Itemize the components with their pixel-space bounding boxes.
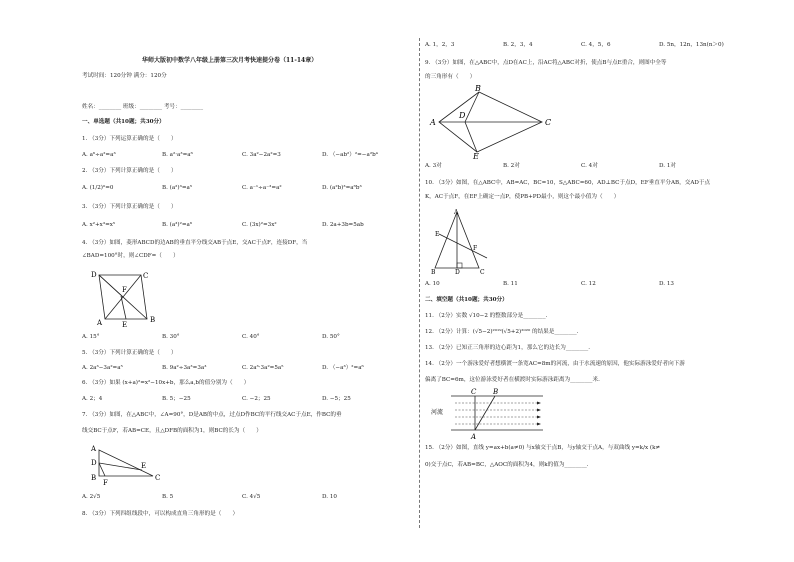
option-c: C. 4对 — [581, 163, 598, 169]
option-a: A. 10 — [425, 281, 440, 287]
option-a: A. 3对 — [425, 163, 442, 169]
column-divider — [419, 38, 420, 528]
question-5: 5. （3分）下列计算正确的是（ ） — [82, 350, 177, 356]
label-e: E — [141, 462, 147, 470]
river-figure — [425, 386, 545, 442]
option-b: B. 2，3，4 — [503, 42, 533, 48]
question-8: 8. （3分）下列四组线段中，可以构成直角三角形的是（ ） — [82, 511, 239, 517]
option-c: C. 2a³·3a²=5a⁵ — [242, 365, 284, 371]
label-d: D — [91, 459, 97, 467]
label-b: B — [91, 474, 97, 482]
option-d: D. 2a+3b=5ab — [322, 222, 364, 228]
student-info: 姓名：________ 班级：________ 考号：________ — [82, 104, 204, 110]
question-5-options — [82, 365, 364, 372]
label-c: C — [155, 474, 161, 482]
option-b: B. a²·a³=a⁶ — [162, 152, 193, 158]
label-c: C — [545, 118, 552, 127]
question-6-options — [82, 396, 351, 403]
question-2: 2. （3分）下列计算正确的是（ ） — [82, 168, 177, 174]
option-c: C. 3a²−2a²=3 — [242, 152, 281, 158]
question-14: 14. （2分）一个游泳爱好者想横渡一条宽AC=8m的河流，由于水流速的原因，他实际游泳爱好者向下游 — [425, 361, 685, 367]
question-10-cont: K，AC于点F，在EF上确定一点P，使PB+PD最小，则这个最小值为（ ） — [425, 194, 620, 200]
label-c: C — [471, 388, 477, 396]
question-3: 3. （3分）下列计算正确的是（ ） — [82, 204, 177, 210]
option-d: D. 13 — [659, 281, 674, 287]
question-9: 9. （3分）如图，在△ABC中，点D在AC上，沿AC将△ABC对折，使点B与点E重合，则图中全等 — [425, 60, 667, 66]
question-2-options — [82, 185, 362, 192]
label-b: B — [475, 84, 481, 93]
option-a: A. x²+x³=x⁵ — [82, 222, 116, 228]
option-d: D. (a²b)³=a⁶b³ — [322, 185, 362, 191]
option-b: B. 5 — [162, 494, 174, 500]
label-a: A — [91, 445, 97, 453]
question-14-cont: 偏离了BC=6m，这位游泳爱好者在横渡时实际游泳距离为________米. — [425, 377, 600, 383]
option-b: B. 30° — [162, 334, 180, 340]
option-c: C. 4√5 — [242, 494, 261, 500]
question-8-options — [425, 42, 724, 49]
option-d: D. 10 — [322, 494, 337, 500]
option-c: C. 4，5，6 — [581, 42, 611, 48]
question-12: 12. （2分）计算：(√5−2)²⁰¹⁹(√5+2)²⁰²⁰ 的结果是________. — [425, 329, 579, 335]
question-15-cont: 0)交于点C，若AB=BC，△AOC的面积为4，则k的值为________. — [425, 462, 589, 468]
label-a: A — [430, 118, 436, 127]
label-c: C — [143, 272, 149, 280]
question-1: 1. （3分）下列运算正确的是（ ） — [82, 136, 177, 142]
option-a: A. 2a³−3a²=a⁵ — [82, 365, 123, 371]
option-b: B. 11 — [503, 281, 518, 287]
option-c: C. a⁻¹÷a⁻³=a² — [242, 185, 282, 191]
option-a: A. a⁶÷a²=a³ — [82, 152, 116, 158]
label-b: B — [493, 388, 499, 396]
triangle-figure — [87, 442, 167, 486]
option-d: D. 1对 — [659, 163, 676, 169]
question-10: 10. （3分）如图，在△ABC中，AB=AC，BC=10，S△ABC=60，AD⊥BC于点D，EF垂直平分AB，交AD于点 — [425, 180, 711, 186]
option-b: B. 2对 — [503, 163, 520, 169]
option-b: B. (a³)²=a⁶ — [162, 222, 193, 228]
option-b: B. 9a²÷3a³=3a³ — [162, 365, 207, 371]
label-d: D — [455, 269, 460, 276]
question-9-cont: 的三角形有（ ） — [425, 74, 476, 80]
question-6: 6. （3分）如果 (x+a)²=x²−10x+b，那么a,b的值分别为（ ） — [82, 380, 250, 386]
question-15: 15. （2分）如图，直线 y=ax+b(a≠0) 与x轴交于点B，与y轴交于点A，与双曲线 y=k/x (k≠ — [425, 445, 661, 451]
question-9-options — [425, 163, 676, 170]
section-1-heading: 一、单选题（共10题；共30分） — [82, 119, 165, 125]
label-a: A — [471, 433, 477, 441]
option-b: B. (a²)³=a⁵ — [162, 185, 193, 191]
label-d: D — [459, 111, 466, 120]
option-d: D. 5n，12n，13n(n＞0) — [659, 42, 724, 48]
exam-title: 华师大版初中数学八年级上册第三次月考快速提分卷（11-14章） — [142, 57, 318, 64]
isosceles-figure — [427, 206, 497, 276]
question-10-options — [425, 281, 674, 288]
label-c: C — [480, 269, 485, 276]
option-a: A. 2；4 — [82, 396, 103, 402]
section-2-heading: 二、填空题（共10题；共30分） — [425, 297, 508, 303]
question-1-options — [82, 152, 378, 159]
option-c: C. (3x)²=3x² — [242, 222, 277, 228]
question-4-options — [82, 334, 340, 341]
label-e: E — [435, 231, 440, 238]
question-7-cont: 线交BC于点F，若AB=CE，且△DFB的面积为1，则BC的长为（ ） — [82, 428, 262, 434]
question-4: 4. （3分）如图，菱形ABCD的边AB的垂直平分线交AB于点E，交AC于点F，连接DF，当 — [82, 240, 308, 246]
option-d: D. −5；25 — [322, 396, 351, 402]
option-c: C. −2；25 — [242, 396, 271, 402]
kite-figure — [427, 84, 557, 160]
rhombus-figure — [87, 268, 157, 328]
label-a: A — [454, 209, 459, 216]
question-4-cont: ∠BAD=100°时，则∠CDF=（ ） — [82, 253, 179, 259]
question-7: 7. （3分）如图，在△ABC中，∠A=90°，D是AB的中点，过点D作BC的平行线交AC于点E，作BC的垂 — [82, 412, 342, 418]
exam-info: 考试时间：120分钟 满分：120分 — [82, 73, 167, 79]
option-a: A. 2√5 — [82, 494, 101, 500]
option-b: B. 5；−25 — [162, 396, 191, 402]
option-a: A. (1/2)⁰=0 — [82, 185, 114, 191]
label-f: F — [473, 245, 478, 252]
label-e: E — [473, 152, 479, 160]
label-f: F — [122, 286, 127, 294]
option-d: D. （−a³）²=a⁶ — [322, 365, 364, 371]
question-13: 13. （2分）已知正三角形的边心距为1，那么它的边长为________. — [425, 345, 591, 351]
label-b: B — [431, 269, 436, 276]
question-3-options — [82, 222, 364, 229]
option-a: A. 15° — [82, 334, 100, 340]
label-e: E — [122, 321, 128, 328]
label-b: B — [150, 316, 156, 324]
label-d: D — [91, 271, 97, 279]
option-d: D. （−ab²）²=−a²b⁴ — [322, 152, 378, 158]
question-7-options — [82, 494, 337, 501]
label-a: A — [97, 319, 103, 327]
river-label: 河流 — [431, 409, 444, 416]
question-11: 11. （2分）实数 √10−2 的整数部分是________. — [425, 313, 548, 319]
option-c: C. 40° — [242, 334, 260, 340]
option-a: A. 1，2，3 — [425, 42, 455, 48]
option-c: C. 12 — [581, 281, 596, 287]
label-f: F — [103, 479, 108, 486]
option-d: D. 50° — [322, 334, 340, 340]
